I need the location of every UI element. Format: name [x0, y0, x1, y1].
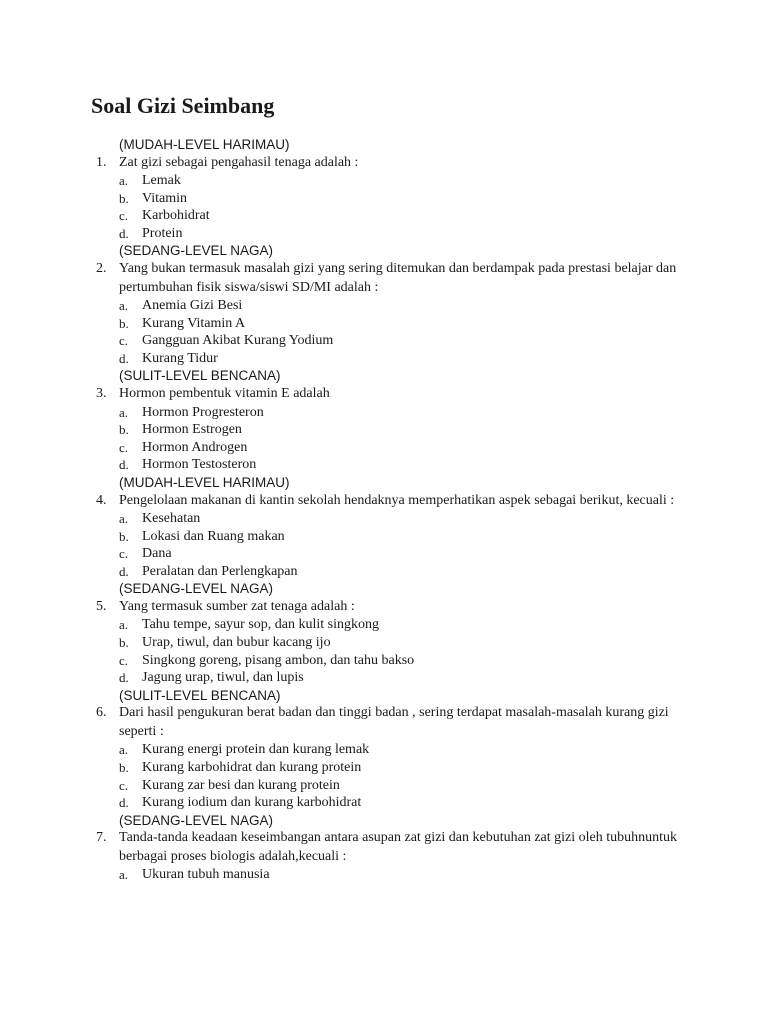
option-letter: d.	[119, 350, 129, 366]
answer-option	[0, 794, 768, 812]
question-text: Pengelolaan makanan di kantin sekolah hendaknya memperhatikan aspek sebagai berikut, kecuali :	[119, 492, 675, 508]
difficulty-level-label: (SEDANG-LEVEL NAGA)	[119, 243, 274, 259]
answer-option	[0, 634, 768, 652]
option-letter: a.	[119, 742, 129, 758]
answer-option	[0, 207, 768, 225]
difficulty-level-label: (SEDANG-LEVEL NAGA)	[119, 812, 274, 828]
question-number: 5.	[96, 598, 107, 614]
answer-option	[0, 669, 768, 687]
option-text: Lokasi dan Ruang makan	[142, 528, 285, 544]
option-letter: a.	[119, 867, 129, 883]
option-letter: d.	[119, 563, 129, 579]
page-title: Soal Gizi Seimbang	[91, 93, 275, 118]
option-letter: a.	[119, 404, 129, 420]
option-letter: a.	[119, 173, 129, 189]
option-letter: c.	[119, 777, 129, 793]
option-letter: a.	[119, 511, 129, 526]
option-letter: c.	[119, 439, 129, 455]
answer-option	[0, 528, 768, 546]
answer-option	[0, 439, 768, 457]
answer-option	[0, 172, 768, 190]
question-text: Zat gizi sebagai pengahasil tenaga adalah :	[119, 154, 359, 170]
option-letter: d.	[119, 457, 129, 473]
option-text: Hormon Estrogen	[142, 422, 242, 438]
option-letter: b.	[119, 190, 129, 206]
option-text: Kesehatan	[142, 511, 201, 526]
option-letter: c.	[119, 333, 129, 349]
option-text: Tahu tempe, sayur sop, dan kulit singkong	[142, 617, 379, 633]
option-letter: a.	[119, 298, 129, 314]
option-letter: d.	[119, 670, 129, 686]
option-text: Dana	[142, 546, 172, 562]
question-number: 6.	[96, 705, 107, 721]
question-number: 3.	[96, 386, 107, 402]
difficulty-level-label: (SULIT-LEVEL BENCANA)	[119, 687, 281, 703]
option-text: Kurang Tidur	[142, 350, 218, 366]
option-text: Kurang Vitamin A	[142, 315, 246, 331]
option-text: Hormon Testosteron	[142, 457, 257, 473]
option-letter: b.	[119, 635, 129, 651]
question-text: Tanda-tanda keadaan keseimbangan antara asupan zat gizi dan kebutuhan zat gizi oleh tubuhnuntuk berbagai proses biologis adalah,kecuali :	[119, 830, 678, 864]
answer-option	[0, 297, 768, 315]
question-item	[0, 260, 679, 297]
answer-option	[0, 510, 768, 528]
question-item	[0, 385, 679, 404]
answer-option	[0, 545, 768, 563]
option-letter: c.	[119, 546, 129, 562]
question-item	[0, 829, 679, 866]
option-letter: a.	[119, 617, 129, 633]
option-text: Anemia Gizi Besi	[142, 298, 243, 314]
answer-option	[0, 456, 768, 474]
option-text: Kurang zar besi dan kurang protein	[142, 777, 340, 793]
difficulty-level-label: (SULIT-LEVEL BENCANA)	[119, 368, 281, 384]
option-text: Protein	[142, 225, 183, 241]
option-text: Karbohidrat	[142, 208, 210, 224]
question-number: 7.	[96, 830, 107, 846]
option-letter: d.	[119, 795, 129, 811]
question-item	[0, 704, 679, 741]
answer-option	[0, 315, 768, 333]
option-text: Gangguan Akibat Kurang Yodium	[142, 333, 334, 349]
option-text: Singkong goreng, pisang ambon, dan tahu bakso	[142, 652, 415, 668]
difficulty-level-label: (MUDAH-LEVEL HARIMAU)	[119, 474, 290, 490]
question-item	[0, 492, 679, 511]
option-text: Ukuran tubuh manusia	[142, 867, 270, 883]
question-item	[0, 154, 679, 173]
option-letter: b.	[119, 422, 129, 438]
option-letter: c.	[119, 652, 129, 668]
answer-option	[0, 404, 768, 422]
option-letter: b.	[119, 528, 129, 544]
question-text: Yang termasuk sumber zat tenaga adalah :	[119, 598, 355, 614]
option-text: Lemak	[142, 173, 181, 189]
answer-option	[0, 866, 768, 884]
question-list	[0, 136, 768, 884]
answer-option	[0, 741, 768, 759]
question-number: 1.	[96, 154, 107, 170]
answer-option	[0, 225, 768, 243]
question-number: 4.	[96, 492, 107, 508]
difficulty-level-label: (SEDANG-LEVEL NAGA)	[119, 581, 274, 597]
answer-option	[0, 652, 768, 670]
answer-option	[0, 563, 768, 581]
answer-option	[0, 616, 768, 634]
question-text: Hormon pembentuk vitamin E adalah	[119, 386, 330, 402]
answer-option	[0, 759, 768, 777]
answer-option	[0, 350, 768, 368]
answer-option	[0, 777, 768, 795]
option-text: Urap, tiwul, dan bubur kacang ijo	[142, 635, 331, 651]
difficulty-level-label: (MUDAH-LEVEL HARIMAU)	[119, 137, 290, 152]
question-item	[0, 598, 679, 617]
answer-option	[0, 421, 768, 439]
option-text: Kurang energi protein dan kurang lemak	[142, 742, 370, 758]
answer-option	[0, 332, 768, 350]
option-text: Kurang iodium dan kurang karbohidrat	[142, 795, 362, 811]
question-text: Dari hasil pengukuran berat badan dan tinggi badan , sering terdapat masalah-masalah kurang gizi seperti :	[119, 705, 669, 739]
option-text: Kurang karbohidrat dan kurang protein	[142, 760, 362, 776]
option-letter: b.	[119, 760, 129, 776]
option-letter: c.	[119, 208, 129, 224]
option-text: Hormon Androgen	[142, 439, 248, 455]
question-number: 2.	[96, 261, 107, 277]
option-text: Vitamin	[142, 190, 188, 206]
option-text: Hormon Progresteron	[142, 404, 264, 420]
option-text: Peralatan dan Perlengkapan	[142, 563, 298, 579]
question-text: Yang bukan termasuk masalah gizi yang sering ditemukan dan berdampak pada prestasi belajar dan pertumbuhan fisik siswa/siswi SD/MI adalah :	[119, 261, 677, 295]
option-text: Jagung urap, tiwul, dan lupis	[142, 670, 304, 686]
option-letter: b.	[119, 315, 129, 331]
option-letter: d.	[119, 225, 129, 241]
answer-option	[0, 190, 768, 208]
